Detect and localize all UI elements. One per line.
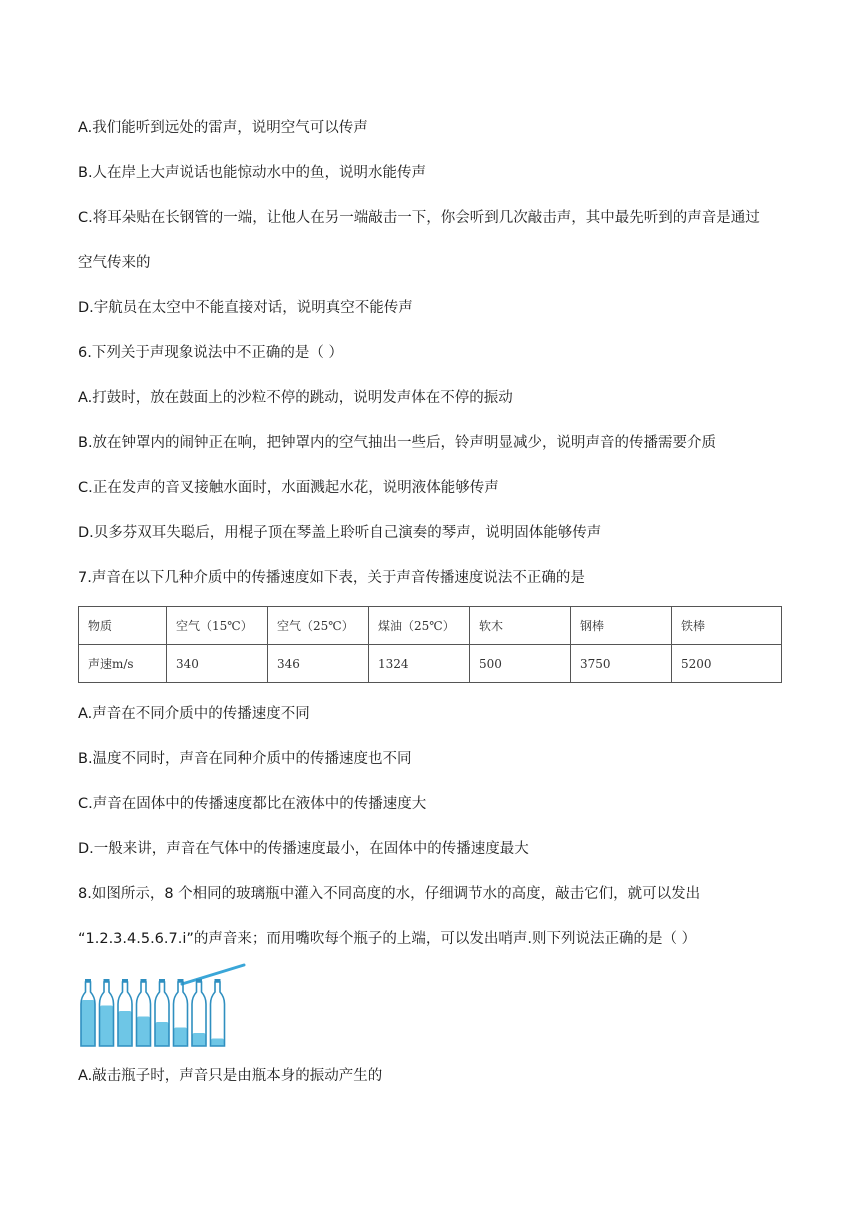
q5-option-a: A.我们能听到远处的雷声，说明空气可以传声 — [78, 120, 368, 136]
table-header-row — [79, 607, 782, 645]
q8-stem: 8.如图所示，8 个相同的玻璃瓶中灌入不同高度的水，仔细调节水的高度，敲击它们，就可以发出 — [78, 886, 701, 902]
q6-stem: 6.下列关于声现象说法中不正确的是（ ） — [78, 345, 343, 361]
table-cell: 煤油（25℃） — [369, 607, 470, 645]
table-cell: 346 — [268, 645, 369, 683]
table-cell: 软木 — [470, 607, 571, 645]
bottle-mouth — [85, 979, 91, 982]
bottle-water — [137, 1017, 150, 1047]
table-cell: 1324 — [369, 645, 470, 683]
bottle-mouth — [104, 979, 110, 982]
q5-option-c: C.将耳朵贴在长钢管的一端，让他人在另一端敲击一下，你会听到几次敲击声，其中最先听到的声音是通过 — [78, 210, 760, 226]
bottle-water — [193, 1033, 206, 1046]
bottle-mouth — [122, 979, 128, 982]
striking-stick — [182, 965, 244, 984]
bottle-mouth — [215, 979, 221, 982]
bottle — [100, 979, 114, 1046]
q5-option-c-cont: 空气传来的 — [78, 255, 151, 271]
sound-speed-table — [78, 606, 782, 683]
bottle-water — [174, 1028, 187, 1047]
bottle-water — [156, 1022, 169, 1046]
table-cell: 500 — [470, 645, 571, 683]
bottle-outline — [211, 982, 225, 1046]
q7-stem: 7.声音在以下几种介质中的传播速度如下表，关于声音传播速度说法不正确的是 — [78, 570, 585, 586]
q7-option-c: C.声音在固体中的传播速度都比在液体中的传播速度大 — [78, 796, 427, 812]
table-row — [79, 645, 782, 683]
q6-option-b: B.放在钟罩内的闹钟正在响，把钟罩内的空气抽出一些后，铃声明显减少，说明声音的传播需要介质 — [78, 435, 717, 451]
bottle — [174, 979, 188, 1046]
bottle — [137, 979, 151, 1046]
bottle-water — [211, 1039, 224, 1047]
bottle-water — [82, 1000, 95, 1046]
table-cell: 物质 — [79, 607, 167, 645]
bottle-water — [100, 1006, 113, 1047]
q8-stem-cont: “1.2.3.4.5.6.7.i”的声音来；而用嘴吹每个瓶子的上端，可以发出哨声.则下列说法正确的是（ ） — [78, 931, 697, 947]
bottle-mouth — [196, 979, 202, 982]
bottle — [118, 979, 132, 1046]
table-cell: 钢棒 — [571, 607, 672, 645]
bottle — [81, 979, 95, 1046]
q6-option-c: C.正在发声的音叉接触水面时，水面溅起水花，说明液体能够传声 — [78, 480, 499, 496]
table-cell: 声速m/s — [79, 645, 167, 683]
bottle-mouth — [159, 979, 165, 982]
bottle — [155, 979, 169, 1046]
q6-option-a: A.打鼓时，放在鼓面上的沙粒不停的跳动，说明发声体在不停的振动 — [78, 390, 513, 406]
bottle-mouth — [141, 979, 147, 982]
q7-option-d: D.一般来讲，声音在气体中的传播速度最小，在固体中的传播速度最大 — [78, 841, 529, 857]
bottle-mouth — [178, 979, 184, 982]
table-cell: 铁棒 — [672, 607, 782, 645]
q5-option-d: D.宇航员在太空中不能直接对话，说明真空不能传声 — [78, 300, 413, 316]
bottle — [192, 979, 206, 1046]
table-cell: 5200 — [672, 645, 782, 683]
bottle-water — [119, 1011, 132, 1046]
glass-bottles-figure — [78, 962, 248, 1050]
q6-option-d: D.贝多芬双耳失聪后，用棍子顶在琴盖上聆听自己演奏的琴声，说明固体能够传声 — [78, 525, 602, 541]
q8-option-a: A.敲击瓶子时，声音只是由瓶本身的振动产生的 — [78, 1068, 383, 1084]
table-cell: 3750 — [571, 645, 672, 683]
bottle — [211, 979, 225, 1046]
q7-option-b: B.温度不同时，声音在同种介质中的传播速度也不同 — [78, 751, 412, 767]
table-cell: 空气（25℃） — [268, 607, 369, 645]
q7-option-a: A.声音在不同介质中的传播速度不同 — [78, 706, 310, 722]
table-cell: 340 — [167, 645, 268, 683]
q5-option-b: B.人在岸上大声说话也能惊动水中的鱼，说明水能传声 — [78, 165, 427, 181]
table-cell: 空气（15℃） — [167, 607, 268, 645]
